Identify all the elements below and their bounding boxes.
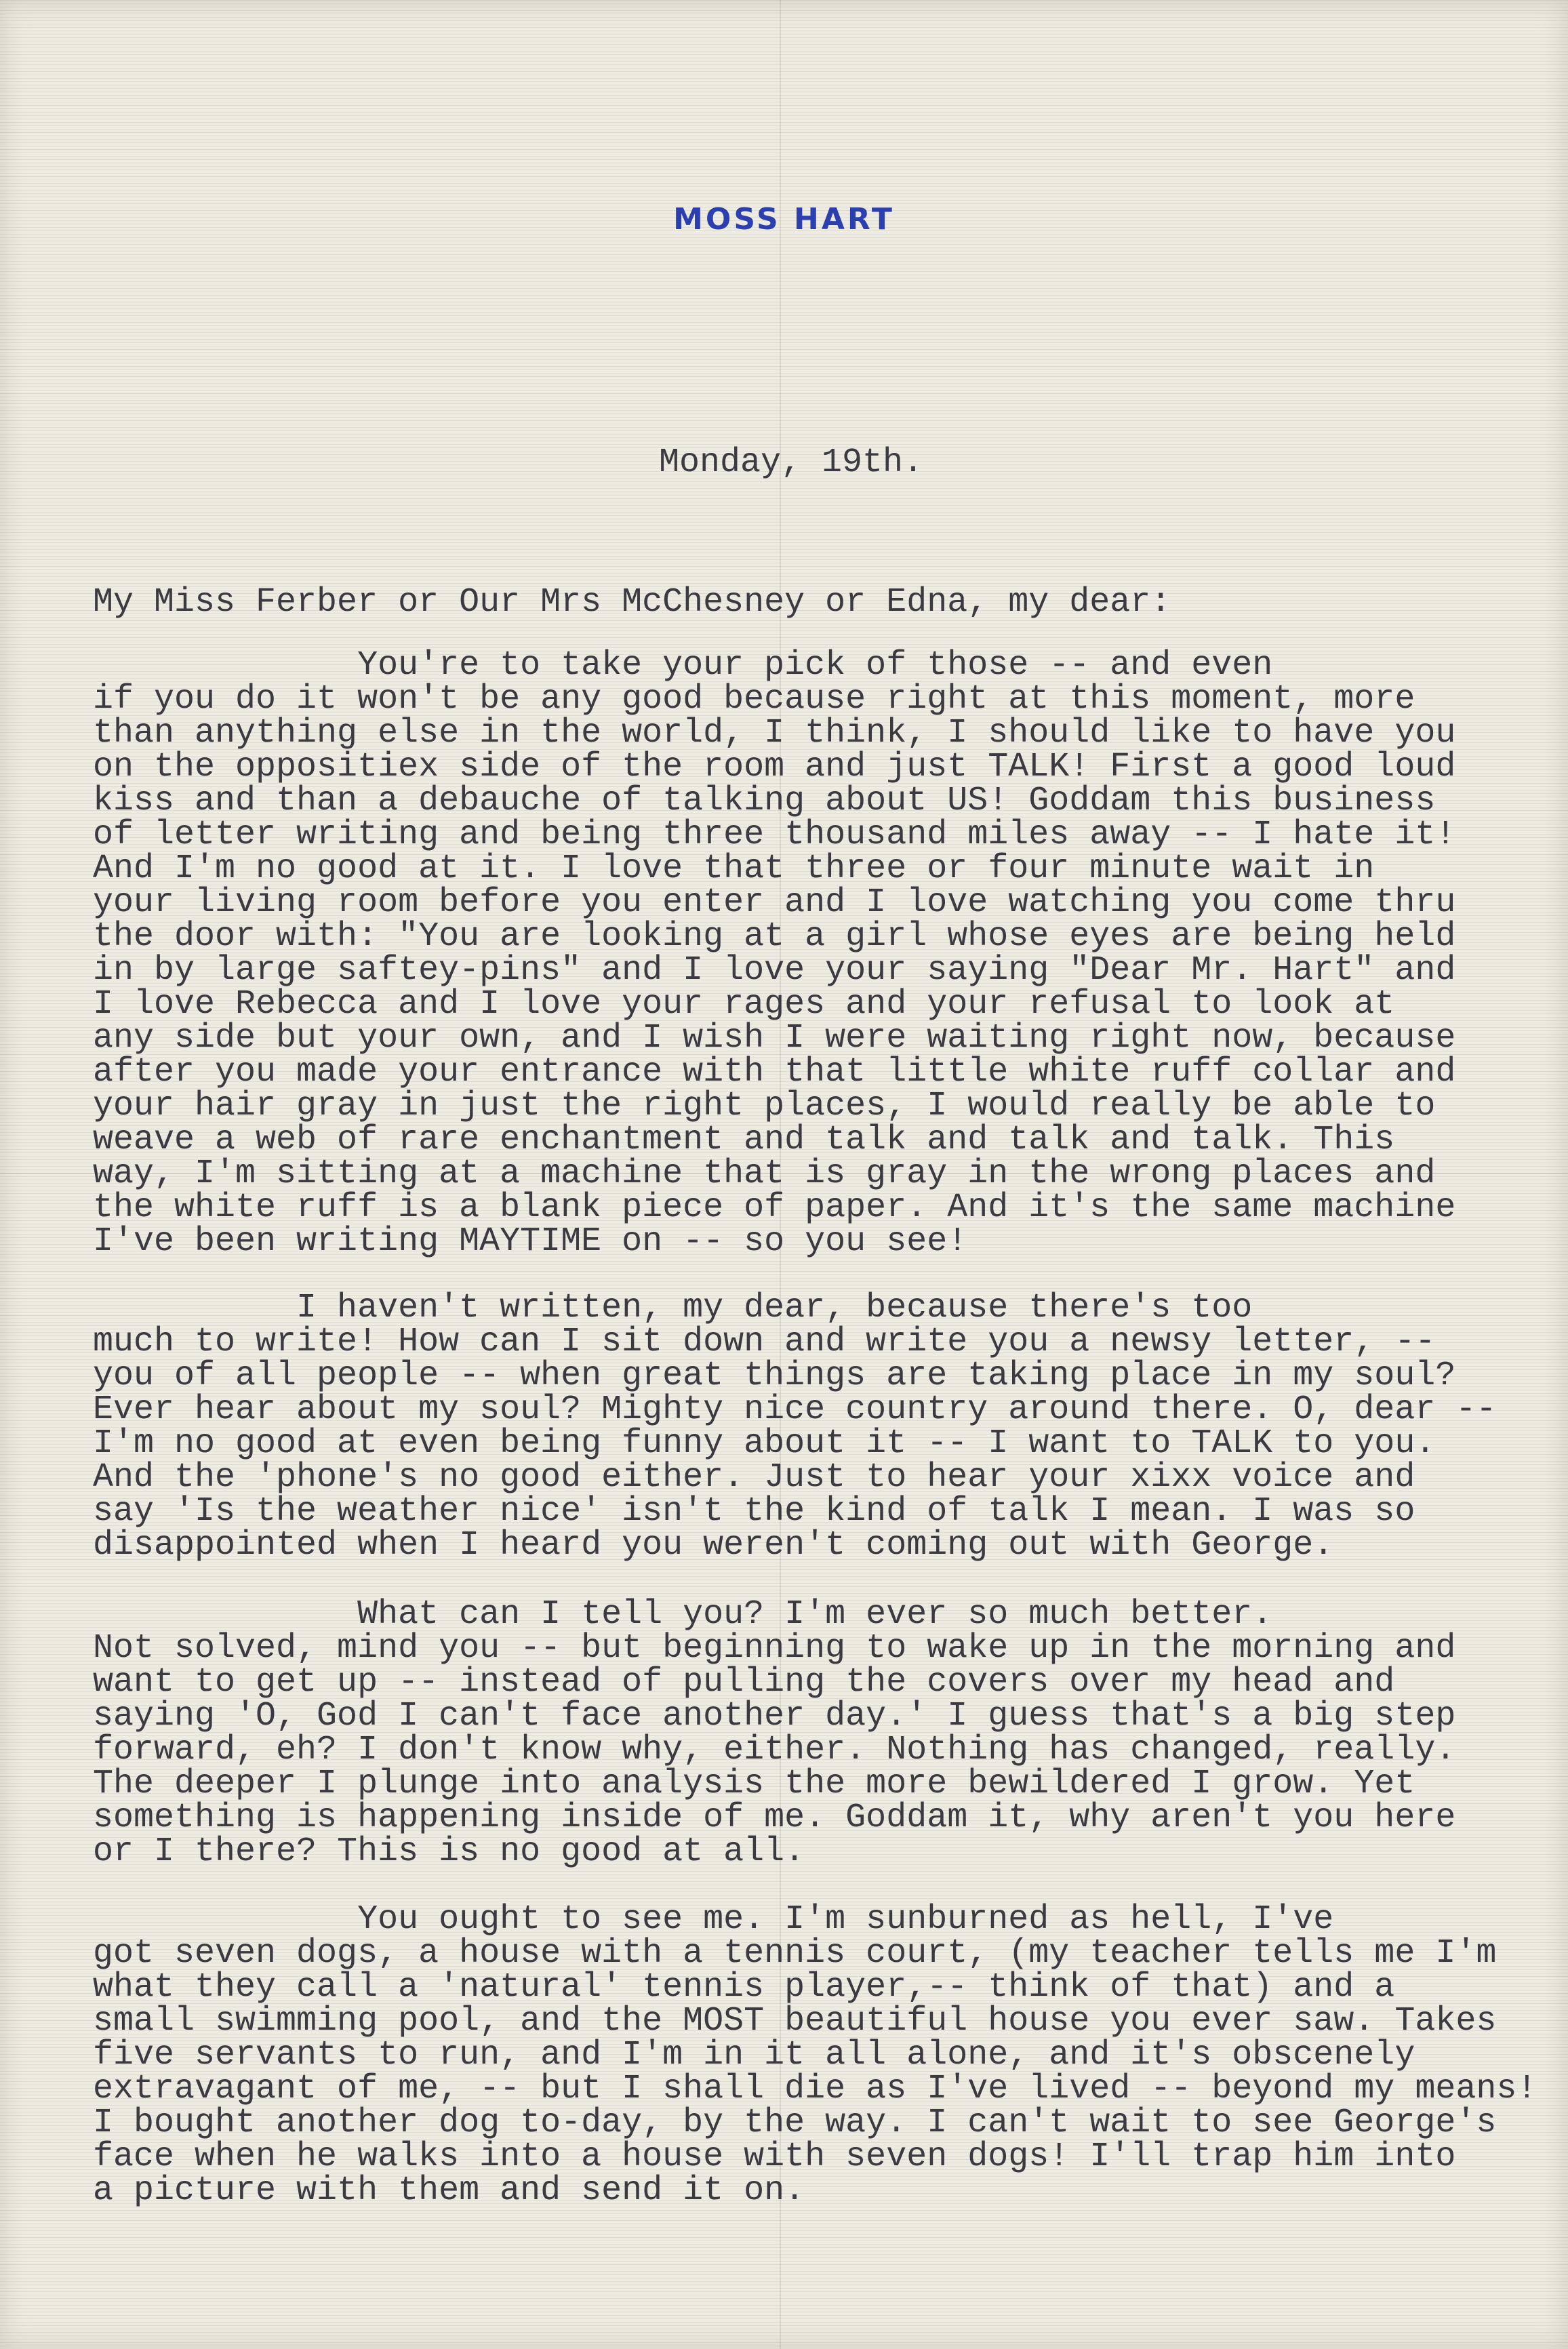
letter-line: kiss and than a debauche of talking about US! Goddam this business xyxy=(93,782,1436,820)
letter-line: And the 'phone's no good either. Just to hear your xixx voice and xyxy=(93,1458,1415,1497)
letter-line: What can I tell you? I'm ever so much better. xyxy=(93,1595,1273,1634)
letter-line: something is happening inside of me. Goddam it, why aren't you here xyxy=(93,1799,1456,1837)
letter-line: saying 'O, God I can't face another day.' I guess that's a big step xyxy=(93,1697,1456,1735)
letter-line: disappointed when I heard you weren't coming out with George. xyxy=(93,1526,1334,1565)
letter-line: what they call a 'natural' tennis player,-- think of that) and a xyxy=(93,1968,1395,2007)
letter-line: of letter writing and being three thousand miles away -- I hate it! xyxy=(93,816,1456,854)
letter-line: You're to take your pick of those -- and even xyxy=(93,646,1273,685)
letter-line: I'm no good at even being funny about it -- I want to TALK to you. xyxy=(93,1424,1436,1463)
letter-line: say 'Is the weather nice' isn't the kind of talk I mean. I was so xyxy=(93,1492,1415,1531)
letter-line: forward, eh? I don't know why, either. Nothing has changed, really. xyxy=(93,1731,1456,1769)
letterhead: MOSS HART xyxy=(673,202,895,237)
letter-line: I haven't written, my dear, because there's too xyxy=(93,1289,1253,1327)
letter-date: Monday, 19th. xyxy=(659,443,924,482)
letter-line: Not solved, mind you -- but beginning to wake up in the morning and xyxy=(93,1629,1456,1668)
letter-line: Ever hear about my soul? Mighty nice country around there. O, dear -- xyxy=(93,1390,1497,1429)
letter-line: the white ruff is a blank piece of paper. And it's the same machine xyxy=(93,1188,1456,1227)
letter-line: weave a web of rare enchantment and talk and talk and talk. This xyxy=(93,1121,1395,1159)
letter-line: face when he walks into a house with seven dogs! I'll trap him into xyxy=(93,2137,1456,2176)
letter-line: much to write! How can I sit down and write you a newsy letter, -- xyxy=(93,1323,1436,1361)
letter-line: I love Rebecca and I love your rages and your refusal to look at xyxy=(93,985,1395,1024)
letter-line: small swimming pool, and the MOST beautiful house you ever saw. Takes xyxy=(93,2002,1497,2041)
letter-line: And I'm no good at it. I love that three or four minute wait in xyxy=(93,849,1375,888)
letter-line: after you made your entrance with that little white ruff collar and xyxy=(93,1053,1456,1091)
letter-line: if you do it won't be any good because right at this moment, more xyxy=(93,680,1415,719)
letter-line: I've been writing MAYTIME on -- so you see! xyxy=(93,1222,968,1261)
salutation: My Miss Ferber or Our Mrs McChesney or Edna, my dear: xyxy=(93,583,1171,622)
letter-line: any side but your own, and I wish I were waiting right now, because xyxy=(93,1019,1456,1058)
paragraph-1 xyxy=(93,646,1456,1261)
letter-line: the door with: "You are looking at a girl whose eyes are being held xyxy=(93,917,1456,956)
paragraph-4 xyxy=(93,1900,1537,2210)
letter-line: The deeper I plunge into analysis the more bewildered I grow. Yet xyxy=(93,1765,1415,1803)
letter-line: five servants to run, and I'm in it all alone, and it's obscenely xyxy=(93,2036,1415,2074)
letter-line: in by large saftey-pins" and I love your saying "Dear Mr. Hart" and xyxy=(93,951,1456,990)
letter-line: I bought another dog to-day, by the way. I can't wait to see George's xyxy=(93,2104,1497,2142)
letter-line: or I there? This is no good at all. xyxy=(93,1832,805,1871)
letter-line: got seven dogs, a house with a tennis court, (my teacher tells me I'm xyxy=(93,1934,1497,1973)
letter-line: you of all people -- when great things are taking place in my soul? xyxy=(93,1357,1456,1395)
letter-line: way, I'm sitting at a machine that is gray in the wrong places and xyxy=(93,1155,1436,1193)
letter-line: than anything else in the world, I think, I should like to have you xyxy=(93,714,1456,752)
letter-line: a picture with them and send it on. xyxy=(93,2171,805,2210)
letter-line: your hair gray in just the right places, I would really be able to xyxy=(93,1087,1436,1125)
letter-line: on the oppositiex side of the room and just TALK! First a good loud xyxy=(93,748,1456,786)
letter-line: want to get up -- instead of pulling the covers over my head and xyxy=(93,1663,1395,1702)
letter-line: extravagant of me, -- but I shall die as I've lived -- beyond my means! xyxy=(93,2070,1537,2108)
letter-line: your living room before you enter and I love watching you come thru xyxy=(93,883,1456,922)
paragraph-3 xyxy=(93,1595,1456,1871)
paragraph-2 xyxy=(93,1291,1496,1563)
letter-line: You ought to see me. I'm sunburned as hell, I've xyxy=(93,1900,1334,1939)
